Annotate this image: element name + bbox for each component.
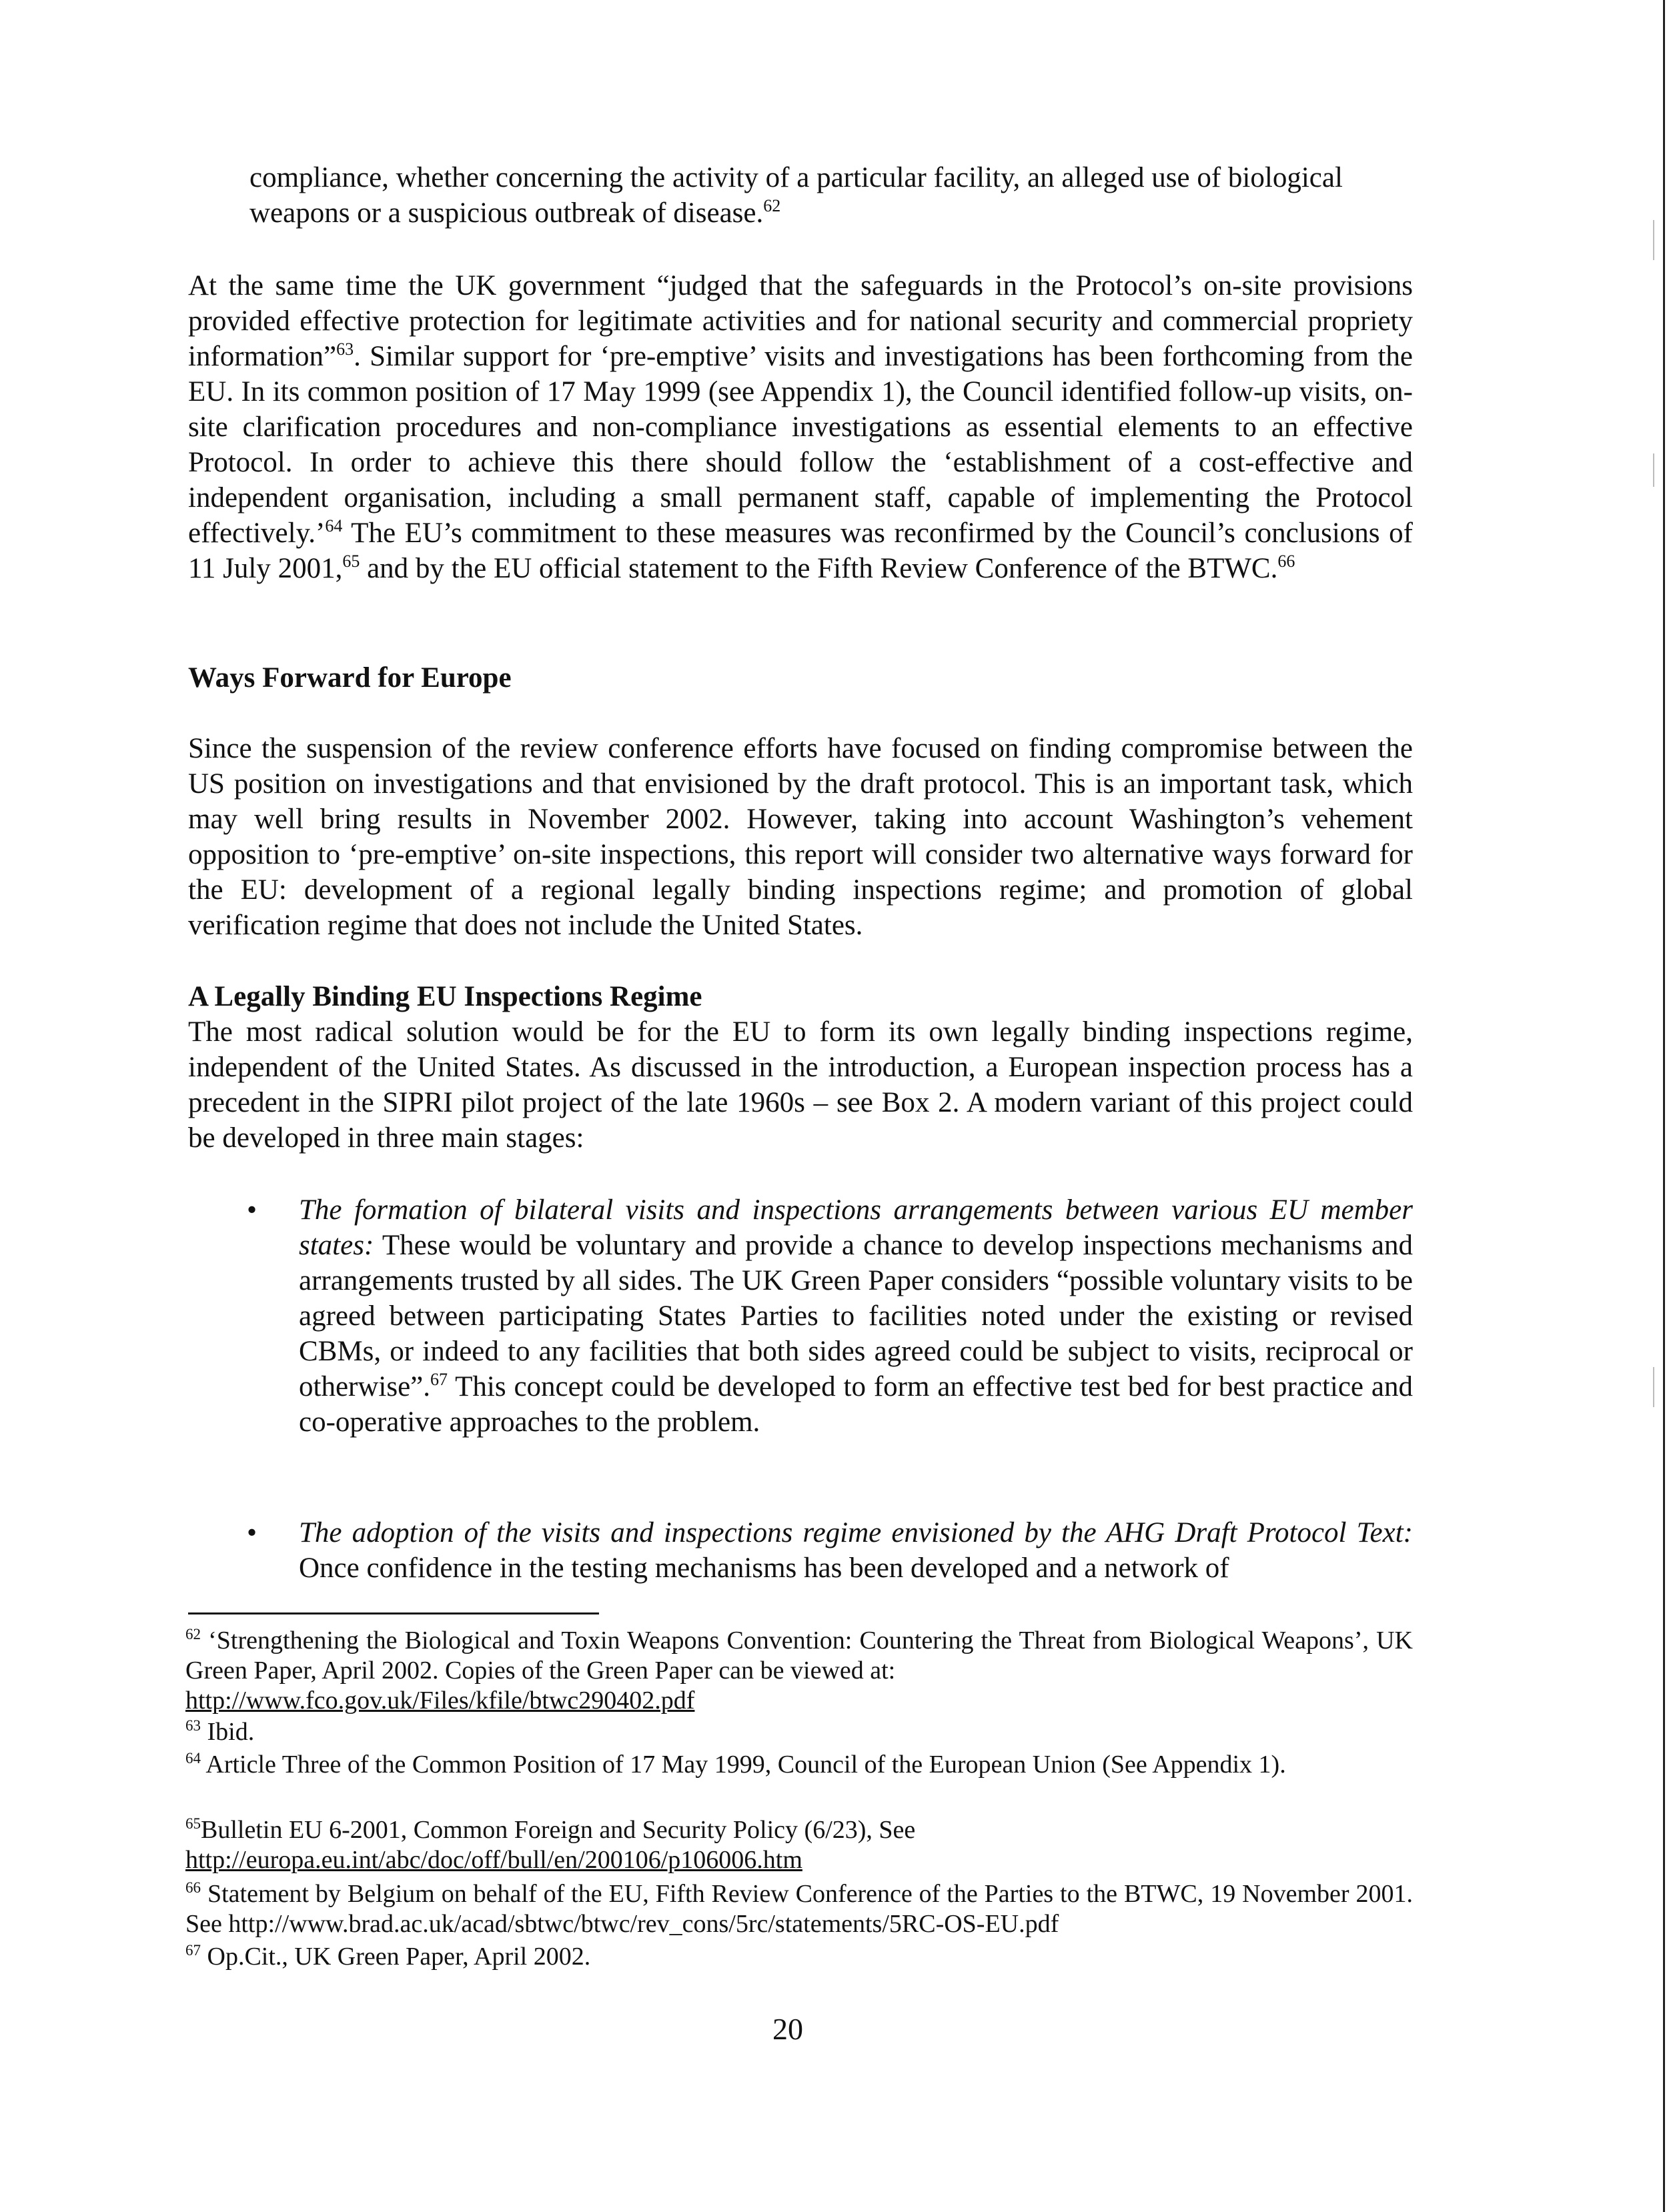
- body-text: . Similar support for ‘pre-emptive’ visits and investigations has been forthcoming from the EU. In its common position of 17 May 1999 (see Appendix 1), the Council identified follow-up visits, on-site clarification procedures and non-compliance investigations as essential elements to an effective Protocol. In order to achieve this there should follow the ‘establishment of a cost-effective and independent organisation, including a small permanent staff, capable of implementing the Protocol effectively.’: [188, 341, 1413, 549]
- bullet-text: This concept could be developed to form an effective test bed for best practice and co-operative approaches to the problem.: [299, 1371, 1413, 1438]
- footnote-text: Statement by Belgium on behalf of the EU, Fifth Review Conference of the Parties to the BTWC, 19 November 2001. See http://www.brad.ac.uk/acad/sbtwc/btwc/rev_cons/5rc/statements/5RC-OS-EU.pdf: [185, 1880, 1414, 1938]
- bullet-icon: •: [247, 1194, 257, 1226]
- section-heading: Ways Forward for Europe: [188, 662, 512, 694]
- footnote: [185, 1815, 1413, 1875]
- body-paragraph: Since the suspension of the review conference efforts have focused on finding compromise between the US position on investigations and that envisioned by the draft protocol. This is an important task, which may well bring results in November 2002. However, taking into account Washington’s vehement opposition to ‘pre-emptive’ on-site inspections, this report will consider two alternative ways forward for the EU: development of a regional legally binding inspections regime; and promotion of global verification regime that does not include the United States.: [188, 733, 1413, 941]
- footnote-ref: 67: [430, 1370, 448, 1389]
- footnote: [185, 1626, 1413, 1716]
- page-number: 20: [772, 2012, 803, 2046]
- footnote: [185, 1942, 1413, 1972]
- bullet-item: [299, 1192, 1413, 1440]
- footnote-ref: 66: [1277, 551, 1295, 571]
- bullet-italic-lead: The formation of bilateral visits and inspections arrangements between various EU member states:: [299, 1194, 1413, 1261]
- body-text: The EU’s commitment to these measures was reconfirmed by the Council’s conclusions of 11 July 2001,: [188, 517, 1413, 584]
- footnote-number: 62: [185, 1626, 201, 1642]
- bullet-italic-lead: The adoption of the visits and inspections regime envisioned by the AHG Draft Protocol Text:: [299, 1517, 1413, 1548]
- footnote-number: 64: [185, 1750, 201, 1767]
- section-heading: A Legally Binding EU Inspections Regime: [188, 981, 702, 1012]
- footnote-link[interactable]: http://www.fco.gov.uk/Files/kfile/btwc290402.pdf: [185, 1687, 695, 1715]
- footnote-separator: [188, 1612, 599, 1614]
- footnote-ref: 62: [763, 196, 781, 215]
- bullet-text: These would be voluntary and provide a chance to develop inspections mechanisms and arrangements trusted by all sides. The UK Green Paper considers “possible voluntary visits to be agreed between participating States Parties to facilities noted under the existing or revised CBMs, or indeed to any facilities that both sides agreed could be subject to visits, reciprocal or otherwise”.: [299, 1230, 1413, 1402]
- footnote-number: 65: [185, 1815, 201, 1832]
- bullet-item: [299, 1515, 1413, 1586]
- footnote-ref: 65: [342, 551, 360, 571]
- footnote: [185, 1750, 1413, 1780]
- scan-edge-line: [1663, 0, 1665, 2212]
- footnote-ref: 64: [325, 516, 343, 535]
- body-paragraph: The most radical solution would be for the EU to form its own legally binding inspections regime, independent of the United States. As discussed in the introduction, a European inspection process has a precedent in the SIPRI pilot project of the late 1960s – see Box 2. A modern variant of this project could be developed in three main stages:: [188, 1016, 1413, 1154]
- scan-artifact: [1653, 220, 1654, 260]
- footnote-number: 63: [185, 1717, 201, 1734]
- quote-paragraph: [249, 160, 1413, 231]
- footnote-text: Article Three of the Common Position of 17 May 1999, Council of the European Union (See Appendix 1).: [205, 1751, 1286, 1779]
- scan-artifact: [1653, 453, 1654, 487]
- bullet-text: Once confidence in the testing mechanisms has been developed and a network of: [299, 1552, 1229, 1584]
- footnote-text: Ibid.: [207, 1718, 255, 1746]
- body-text: At the same time the UK government “judged that the safeguards in the Protocol’s on-site provisions provided effective protection for legitimate activities and for national security and commercial propriety information”: [188, 270, 1413, 372]
- body-text: and by the EU official statement to the Fifth Review Conference of the BTWC.: [360, 553, 1278, 584]
- footnote-link[interactable]: http://europa.eu.int/abc/doc/off/bull/en/200106/p106006.htm: [185, 1846, 802, 1874]
- footnote: [185, 1879, 1413, 1939]
- footnote-text: Bulletin EU 6-2001, Common Foreign and Security Policy (6/23), See: [201, 1816, 916, 1844]
- footnote: [185, 1717, 1413, 1747]
- bullet-icon: •: [247, 1517, 257, 1548]
- footnote-ref: 63: [336, 339, 354, 359]
- footnote-text: Op.Cit., UK Green Paper, April 2002.: [207, 1943, 591, 1971]
- body-paragraph: [188, 268, 1413, 586]
- footnote-text: ‘Strengthening the Biological and Toxin Weapons Convention: Countering the Threat from Biological Weapons’, UK Green Paper, April 2002. Copies of the Green Paper can be viewed at:: [185, 1626, 1414, 1685]
- footnote-number: 67: [185, 1942, 201, 1959]
- footnote-number: 66: [185, 1879, 201, 1896]
- scan-artifact: [1653, 1367, 1654, 1407]
- quote-text: compliance, whether concerning the activity of a particular facility, an alleged use of biological weapons or a suspicious outbreak of disease.: [249, 162, 1343, 229]
